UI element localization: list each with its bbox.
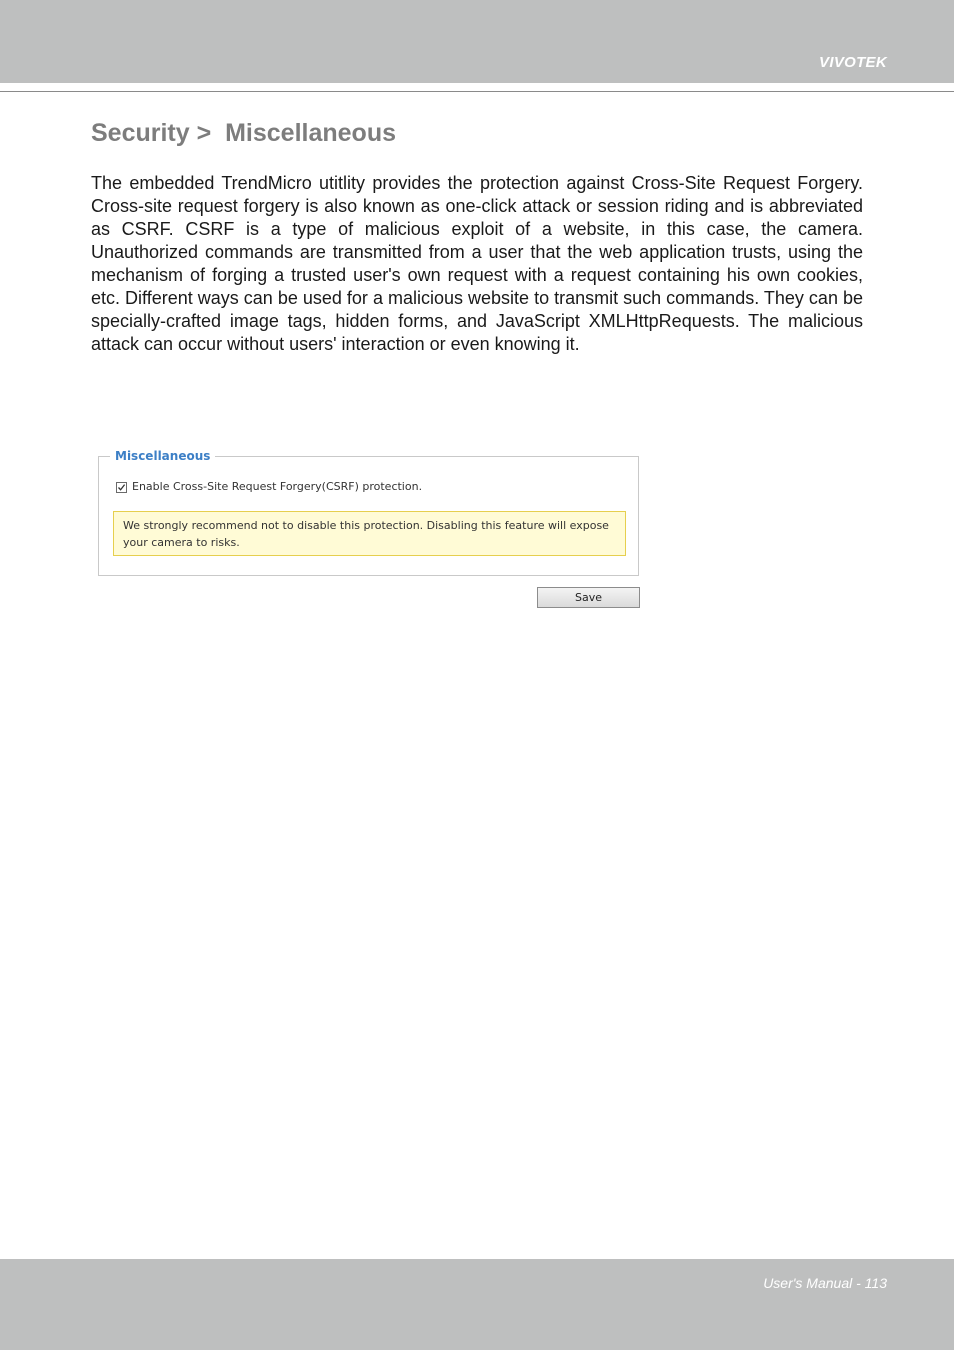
panel-legend: Miscellaneous bbox=[110, 448, 215, 464]
page-title: Security > Miscellaneous bbox=[91, 119, 396, 147]
footer-page-number: User's Manual - 113 bbox=[763, 1275, 887, 1291]
csrf-checkbox-label[interactable]: Enable Cross-Site Request Forgery(CSRF) protection. bbox=[132, 480, 423, 493]
header-divider bbox=[0, 91, 954, 92]
csrf-checkbox-row[interactable] bbox=[116, 480, 422, 494]
body-paragraph: The embedded TrendMicro utitlity provides the protection against Cross-Site Request Forgery. Cross-site request forgery is also known as one-click attack or session riding and is abbreviated as CSRF. CSRF is a type of malicious exploit of a website, in this case, the camera. Unauthorized commands are transmitted from a user that the web application trusts, using the mechanism of forging a trusted user's own request with a request containing his own cookies, etc. Different ways can be used for a malicious website to transmit such commands. They can be specially-crafted image tags, hidden forms, and JavaScript XMLHttpRequests. The malicious attack can occur without users' interaction or even knowing it. bbox=[91, 173, 863, 354]
warning-message: We strongly recommend not to disable this protection. Disabling this feature will expose your camera to risks. bbox=[113, 511, 626, 556]
checkmark-icon bbox=[117, 483, 126, 492]
csrf-checkbox[interactable] bbox=[116, 482, 127, 493]
save-button[interactable]: Save bbox=[537, 587, 640, 608]
footer-band bbox=[0, 1259, 954, 1350]
header-band bbox=[0, 0, 954, 83]
miscellaneous-panel bbox=[98, 449, 639, 576]
brand-logo-text: VIVOTEK bbox=[819, 54, 887, 71]
